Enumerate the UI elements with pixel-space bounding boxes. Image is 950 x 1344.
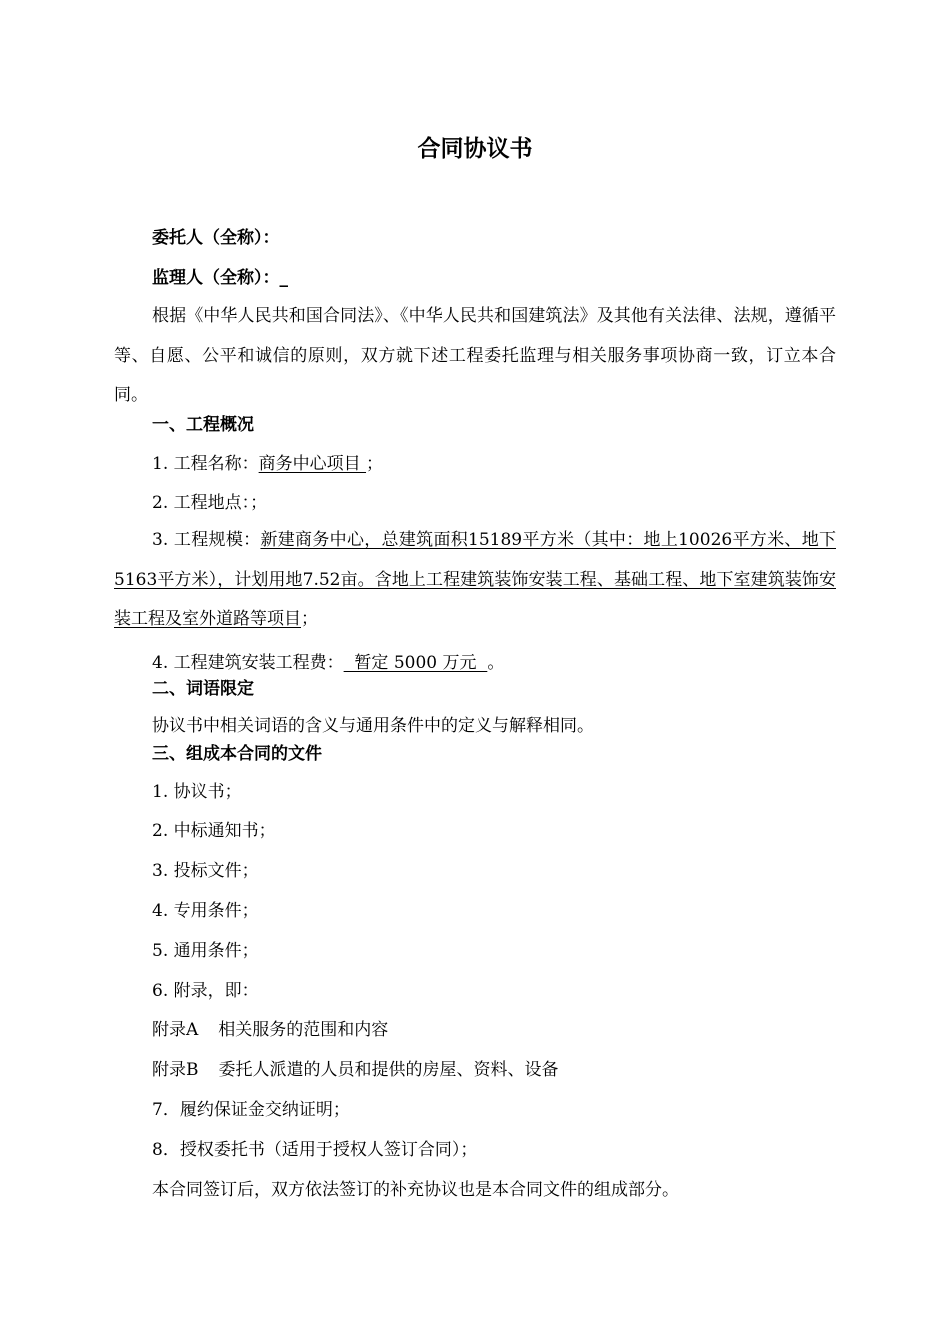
document-list-item: 4. 专用条件； (152, 901, 259, 921)
appendix-b-label: 附录B (152, 1060, 199, 1080)
construction-fee-label: 4. 工程建筑安装工程费： (152, 653, 344, 673)
closing-text: 本合同签订后，双方依法签订的补充协议也是本合同文件的组成部分。 (152, 1180, 679, 1200)
project-name-line (152, 453, 383, 475)
project-scale-label: 3. 工程规模： (152, 530, 261, 550)
preamble-paragraph: 根据《中华人民共和国合同法》、《中华人民共和国建筑法》及其他有关法律、法规，遵循平等、自愿、公平和诚信的原则，双方就下述工程委托监理与相关服务事项协商一致，订立本合同。 (114, 306, 836, 405)
document-list-item: 3. 投标文件； (152, 861, 259, 881)
document-list-item: 5. 通用条件； (152, 941, 259, 961)
construction-fee-end: 。 (487, 653, 505, 673)
client-label: 委托人（全称）： (152, 228, 280, 248)
section-1-heading: 一、工程概况 (152, 415, 254, 435)
section-3-heading: 三、组成本合同的文件 (152, 744, 322, 764)
appendix-a-text: 相关服务的范围和内容 (218, 1020, 389, 1040)
document-list-item: 2. 中标通知书； (152, 821, 276, 841)
project-name-value: 商务中心项目 (258, 454, 367, 474)
supervisor-label: 监理人（全称）：_ (152, 268, 288, 288)
construction-fee-value: 暂定 5000 万元 (343, 653, 488, 673)
document-list-item: 7．履约保证金交纳证明； (152, 1100, 350, 1120)
section-2-heading: 二、词语限定 (152, 679, 254, 699)
appendix-b-line (152, 1059, 559, 1081)
document-list-item: 8．授权委托书（适用于授权人签订合同）； (152, 1140, 478, 1160)
appendix-b-text: 委托人派遣的人员和提供的房屋、资料、设备 (218, 1060, 559, 1080)
project-scale-end: ； (301, 609, 318, 629)
project-name-label: 1. 工程名称： (152, 454, 259, 474)
project-name-end: ； (366, 454, 384, 474)
document-list-item: 6. 附录，即： (152, 981, 259, 1001)
page-title: 合同协议书 (417, 135, 533, 162)
document-list-item: 1. 协议书； (152, 782, 242, 802)
project-scale-value: 新建商务中心，总建筑面积15189平方米（其中：地上10026平方米、地下5163平方米），计划用地7.52亩。含地上工程建筑装饰安装工程、基础工程、地下室建筑装饰安装工程及室外道路等项目 (114, 530, 836, 629)
project-location-line: 2. 工程地点：； (152, 493, 268, 513)
section-2-text: 协议书中相关词语的含义与通用条件中的定义与解释相同。 (152, 716, 594, 736)
project-scale-paragraph (114, 521, 836, 640)
appendix-a-label: 附录A (152, 1020, 199, 1040)
appendix-a-line (152, 1019, 388, 1041)
construction-fee-line (152, 652, 504, 674)
